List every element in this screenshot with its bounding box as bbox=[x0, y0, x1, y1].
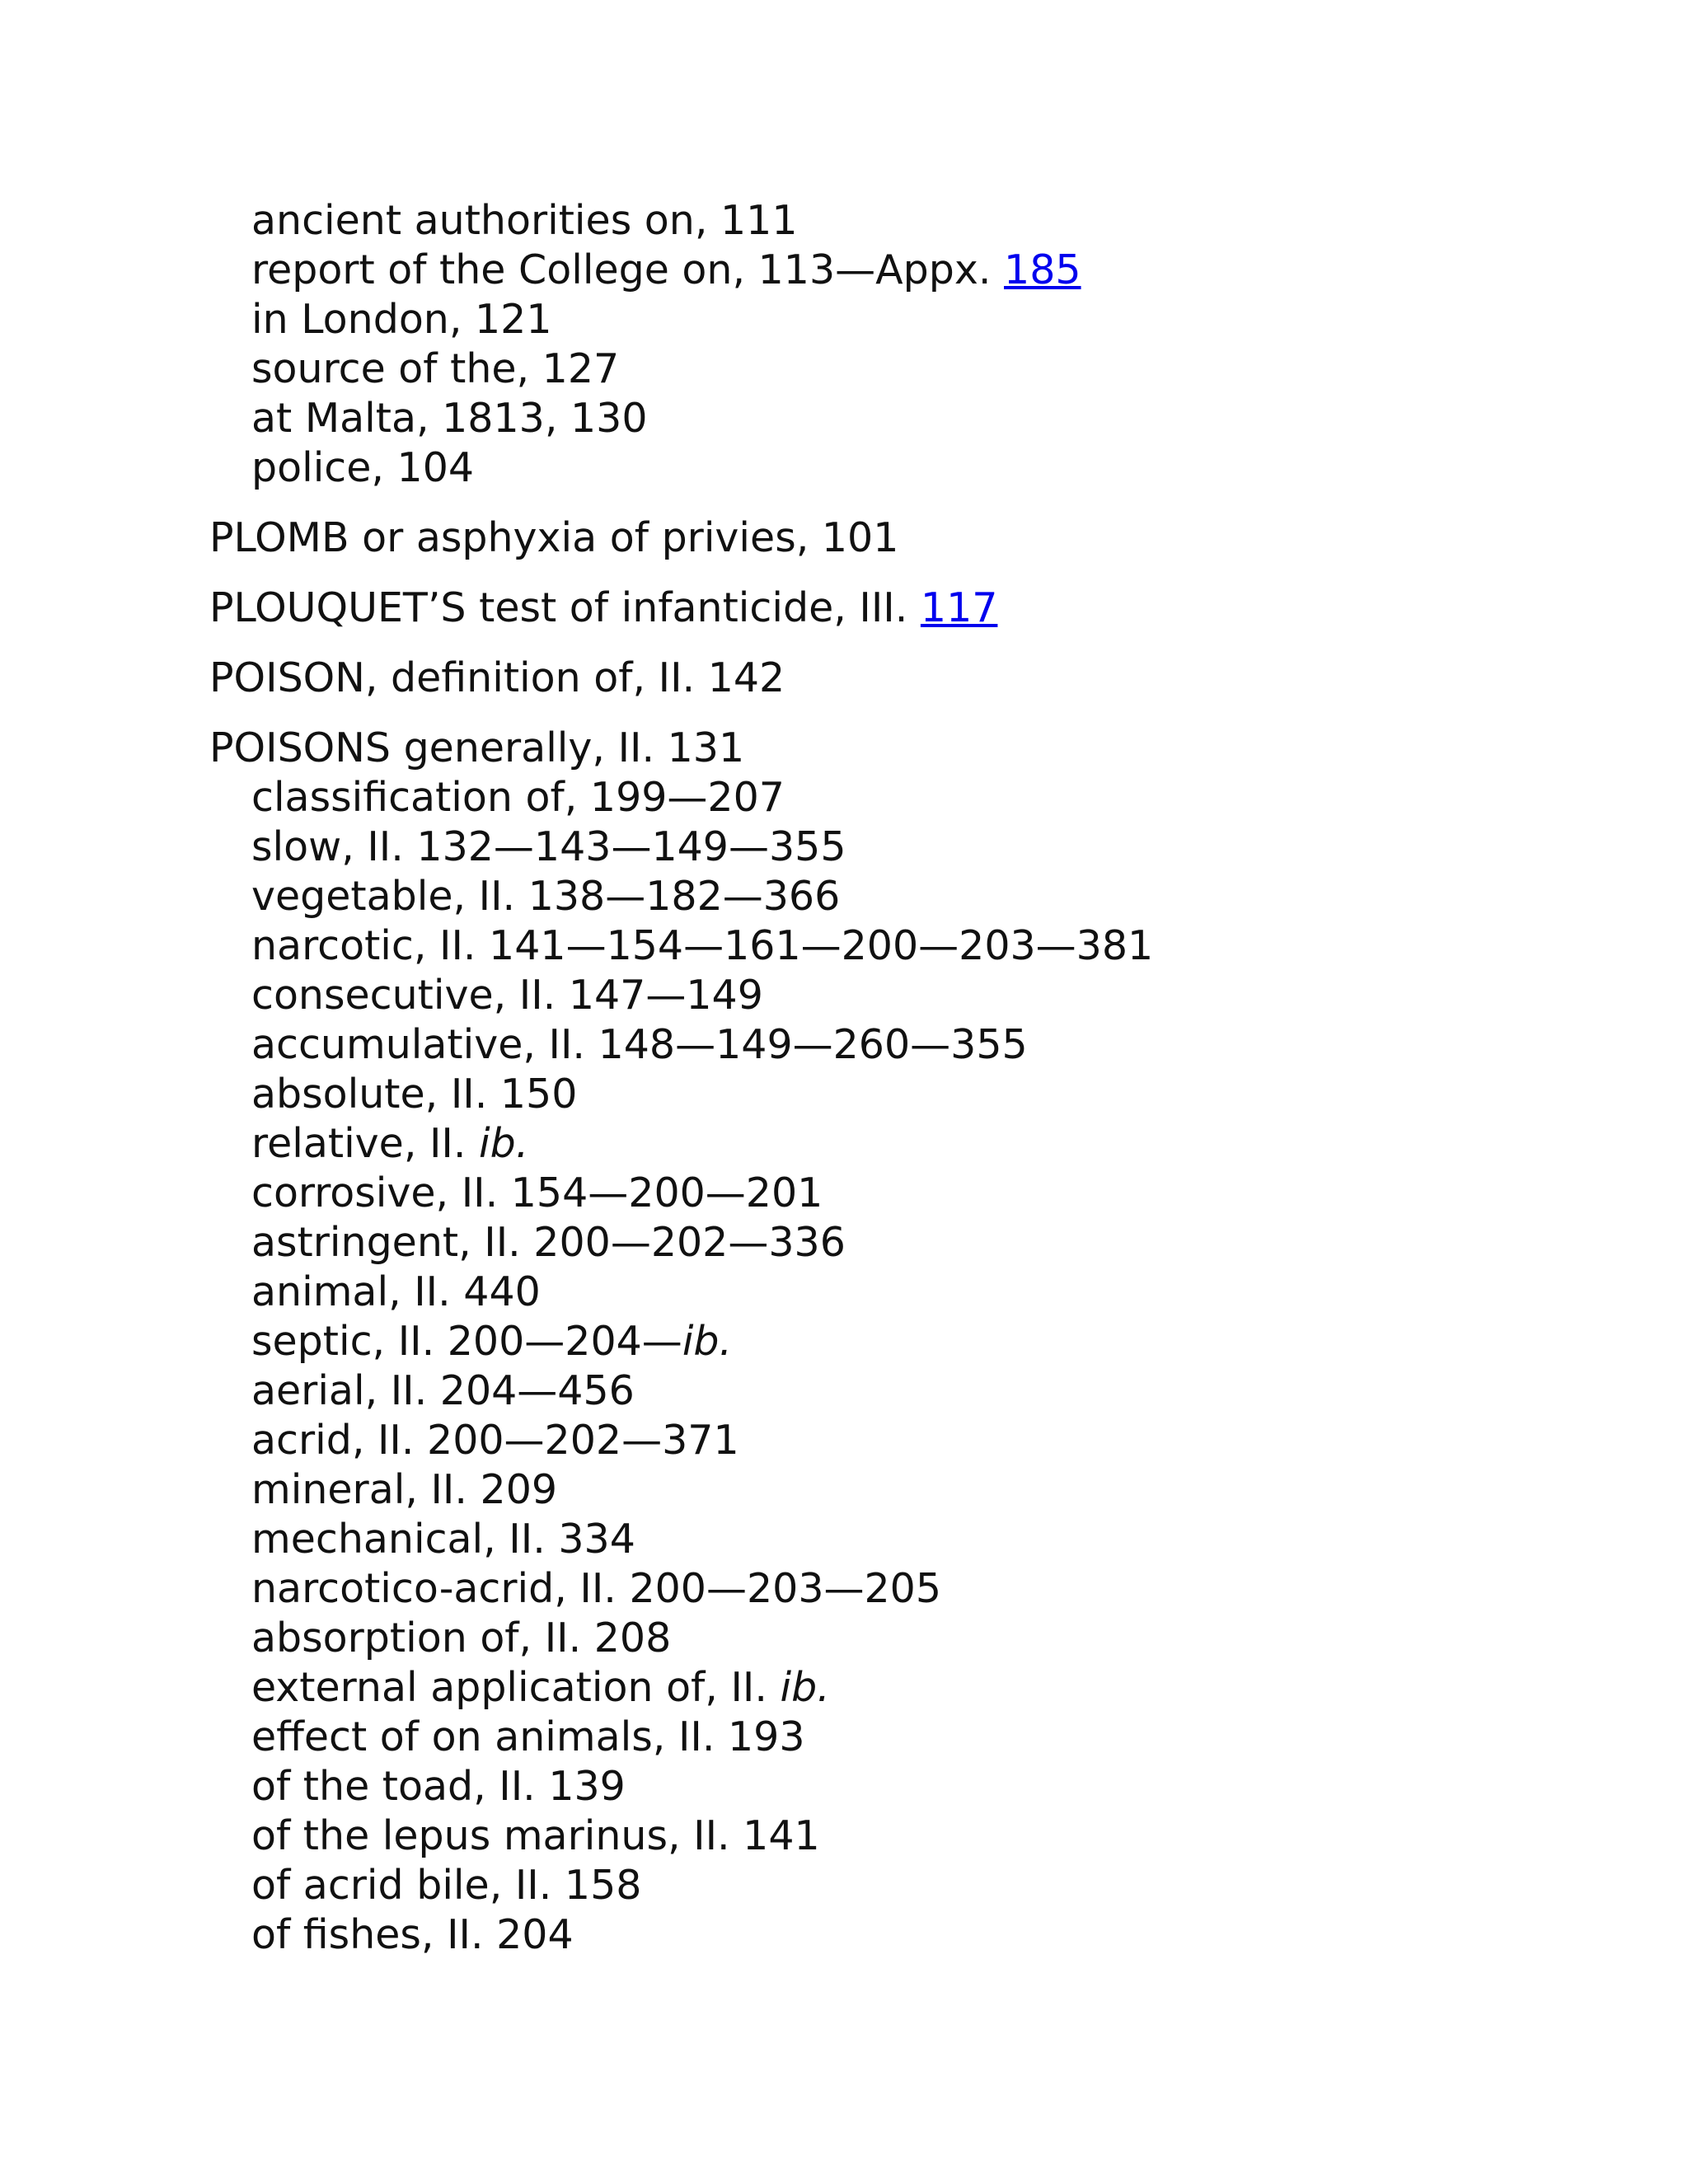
index-subentry: absorption of, II. 208 bbox=[251, 1615, 672, 1661]
index-subentry: consecutive, II. 147—149 bbox=[251, 972, 763, 1019]
index-entry-poisons bbox=[209, 724, 1528, 1960]
index-heading: POISON, definition of, II. 142 bbox=[209, 654, 785, 701]
index-subentry: of fishes, II. 204 bbox=[251, 1911, 574, 1958]
index-entry-plouquet bbox=[209, 583, 1528, 633]
index-subentry: ancient authorities on, 111 bbox=[251, 197, 798, 244]
index-subentry: of acrid bile, II. 158 bbox=[251, 1862, 642, 1909]
italic-ib: ib. bbox=[682, 1318, 733, 1365]
index-heading: PLOUQUET’S test of infanticide, III. 117 bbox=[209, 584, 998, 631]
index-entry-continued bbox=[209, 196, 1528, 493]
index-subentry: narcotic, II. 141—154—161—200—203—381 bbox=[251, 922, 1154, 969]
index-subentry: astringent, II. 200—202—336 bbox=[251, 1219, 846, 1266]
index-subentry: of the toad, II. 139 bbox=[251, 1763, 626, 1810]
index-subentry: of the lepus marinus, II. 141 bbox=[251, 1812, 820, 1859]
index-subentry: classification of, 199—207 bbox=[251, 774, 785, 821]
page-link-185[interactable]: 185 bbox=[1004, 246, 1081, 293]
index-subentry: corrosive, II. 154—200—201 bbox=[251, 1169, 823, 1216]
index-subentry: aerial, II. 204—456 bbox=[251, 1367, 635, 1414]
index-subentry: septic, II. 200—204—ib. bbox=[251, 1318, 733, 1365]
index-subentry: effect of on animals, II. 193 bbox=[251, 1713, 805, 1760]
index-subentry: slow, II. 132—143—149—355 bbox=[251, 823, 846, 870]
index-subentry: narcotico-acrid, II. 200—203—205 bbox=[251, 1565, 942, 1612]
index-subentry: in London, 121 bbox=[251, 296, 552, 343]
index-subentry: source of the, 127 bbox=[251, 345, 620, 392]
index-heading: POISONS generally, II. 131 bbox=[209, 724, 745, 771]
index-heading: PLOMB or asphyxia of privies, 101 bbox=[209, 514, 899, 561]
index-subentry: report of the College on, 113—Appx. 185 bbox=[251, 246, 1081, 293]
index-subentry: at Malta, 1813, 130 bbox=[251, 395, 648, 442]
index-entry-plomb bbox=[209, 513, 1528, 563]
index-subentry: absolute, II. 150 bbox=[251, 1071, 578, 1118]
italic-ib: ib. bbox=[479, 1120, 529, 1167]
index-subentry: mechanical, II. 334 bbox=[251, 1516, 635, 1563]
index-subentry: relative, II. ib. bbox=[251, 1120, 529, 1167]
italic-ib: ib. bbox=[780, 1664, 830, 1711]
page-link-117[interactable]: 117 bbox=[920, 584, 998, 631]
index-subentry: acrid, II. 200—202—371 bbox=[251, 1417, 739, 1464]
index-subentry: vegetable, II. 138—182—366 bbox=[251, 873, 841, 920]
index-subentry: mineral, II. 209 bbox=[251, 1466, 558, 1513]
index-subentry: external application of, II. ib. bbox=[251, 1664, 830, 1711]
index-page bbox=[209, 196, 1528, 1980]
index-subentry: police, 104 bbox=[251, 444, 475, 491]
index-entry-poison bbox=[209, 654, 1528, 703]
index-subentry: animal, II. 440 bbox=[251, 1268, 541, 1315]
index-subentry: accumulative, II. 148—149—260—355 bbox=[251, 1021, 1028, 1068]
